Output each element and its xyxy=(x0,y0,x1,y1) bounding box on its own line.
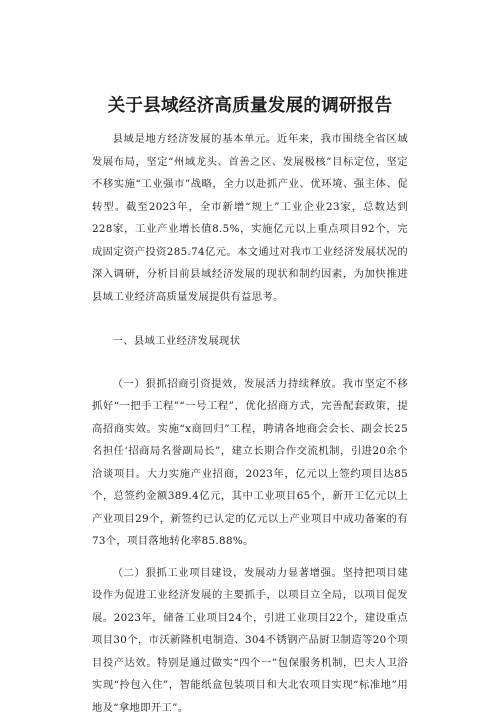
section-heading: 一、县域工业经济发展现状 xyxy=(92,330,408,353)
document-body xyxy=(92,128,408,719)
page-title: 关于县域经济高质量发展的调研报告 xyxy=(0,92,500,117)
intro-paragraph: 县域是地方经济发展的基本单元。近年来，我市围绕全省区域发展布局，坚定“州域龙头、首善之区、发展极核”目标定位，坚定不移实施“工业强市”战略，全力以赴抓产业、优环境、强主体、促转型。截至2023年，全市新增“规上”工业企业23家，总数达到228家，工业产业增长值8.5%，实施亿元以上重点项目92个，完成固定资产投资285.74亿元。本文通过对我市工业经济发展状况的深入调研，分析目前县域经济发展的现状和制约因素，为加快推进县域工业经济高质量发展提供有益思考。 xyxy=(92,128,408,308)
paragraph-projects: （二）狠抓工业项目建设，发展动力显著增强。坚持把项目建设作为促进工业经济发展的主要抓手，以项目立全局，以项目促发展。2023年，储备工业项目24个，引进工业项目22个，建设重点项目30个，市沃新隆机电制造、304不锈钢产品厨卫制造等20个项目投产达效。特别是通过做实“四个一”包保服务机制，巴夫人卫浴实现“拎包入住”，智能纸盒包装项目和大北农项目实现“标准地”用地及“拿地即开工”。 xyxy=(92,562,408,719)
paragraph-investment: （一）狠抓招商引资提效，发展活力持续释放。我市坚定不移抓好“一把手工程”“一号工程”，优化招商方式，完善配套政策，提高招商实效。实施“x商回归”工程，聘请各地商会会长、副会长25名担任‘招商局名誉副局长”，建立长期合作交流机制，引进20余个洽谈项目。大力实施产业招商，2023年，亿元以上签约项目达85个，总签约金额389.4亿元，其中工业项目65个，新开工亿元以上产业项目29个，新签约已认定的亿元以上产业项目中成功备案的有73个，项目落地转化率85.88%。 xyxy=(92,373,408,553)
